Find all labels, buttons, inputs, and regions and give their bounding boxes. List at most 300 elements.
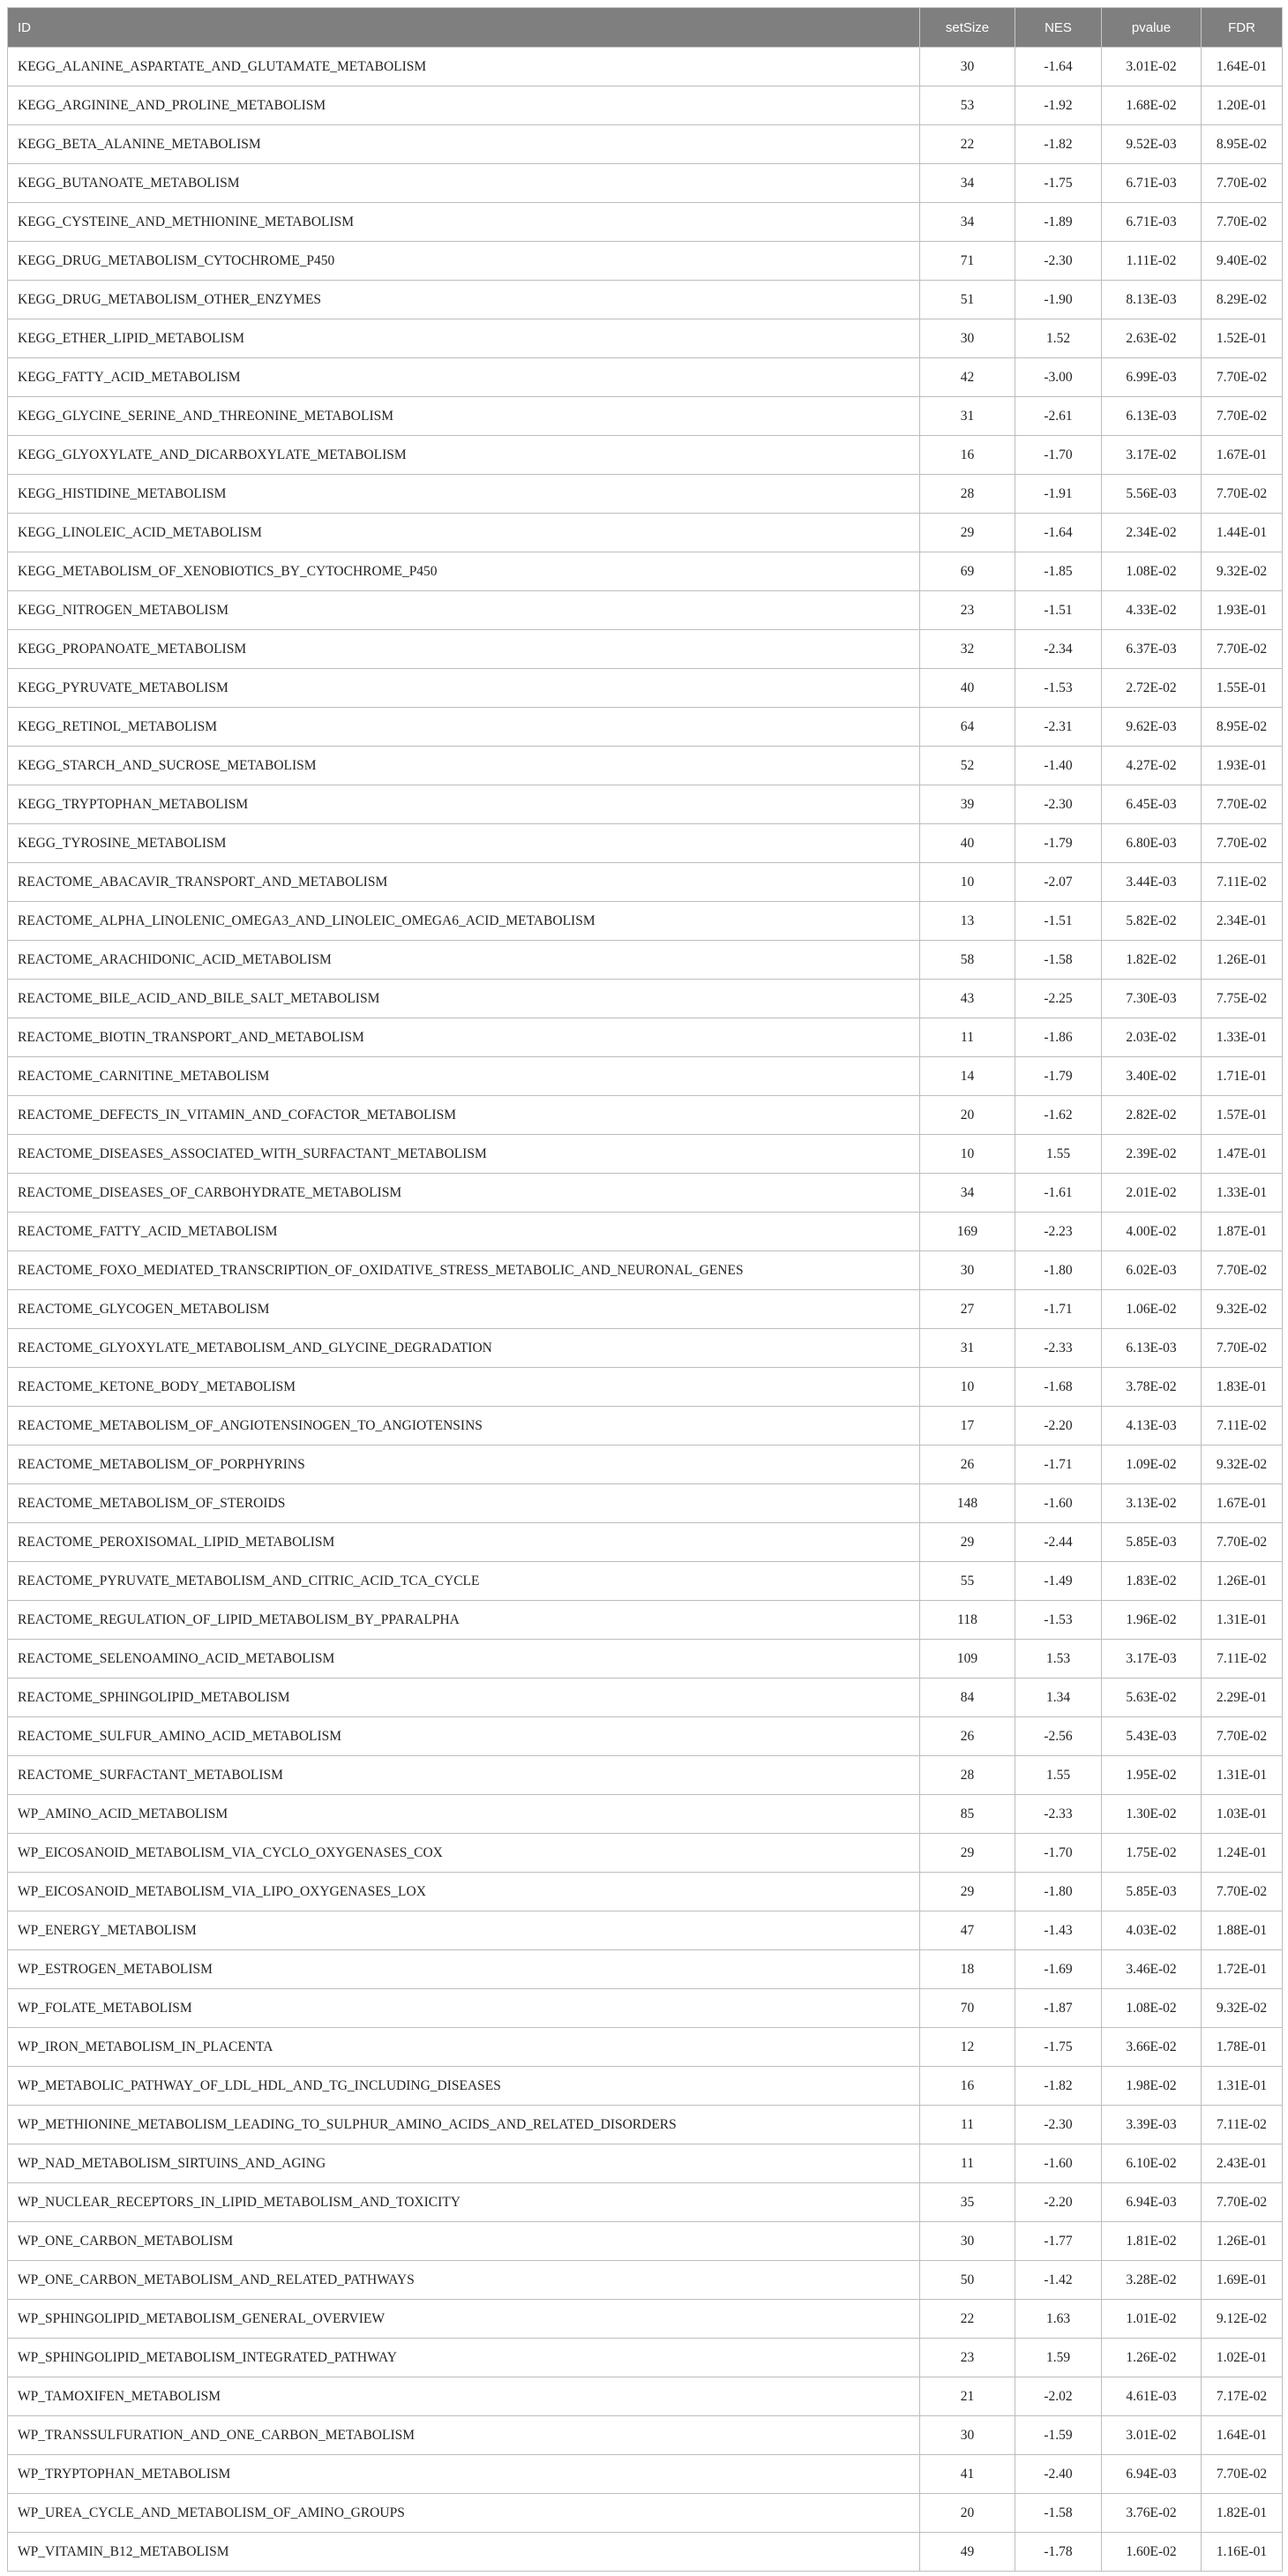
cell-pvalue: 5.56E-03 bbox=[1102, 475, 1202, 514]
table-row bbox=[8, 1873, 1283, 1911]
cell-nes: -2.07 bbox=[1015, 863, 1102, 902]
cell-setsize: 85 bbox=[920, 1795, 1015, 1834]
cell-fdr: 1.64E-01 bbox=[1202, 2416, 1283, 2455]
table-row bbox=[8, 2106, 1283, 2144]
cell-fdr: 1.72E-01 bbox=[1202, 1950, 1283, 1989]
cell-id: REACTOME_METABOLISM_OF_STEROIDS bbox=[8, 1484, 920, 1523]
cell-fdr: 7.70E-02 bbox=[1202, 1873, 1283, 1911]
cell-id: KEGG_TRYPTOPHAN_METABOLISM bbox=[8, 785, 920, 824]
cell-setsize: 169 bbox=[920, 1213, 1015, 1251]
cell-nes: -1.82 bbox=[1015, 125, 1102, 164]
cell-setsize: 41 bbox=[920, 2455, 1015, 2494]
cell-nes: -2.31 bbox=[1015, 708, 1102, 747]
cell-pvalue: 2.34E-02 bbox=[1102, 514, 1202, 552]
table-row bbox=[8, 203, 1283, 242]
cell-setsize: 40 bbox=[920, 824, 1015, 863]
cell-setsize: 11 bbox=[920, 2144, 1015, 2183]
cell-fdr: 1.93E-01 bbox=[1202, 747, 1283, 785]
cell-setsize: 30 bbox=[920, 2222, 1015, 2261]
cell-setsize: 51 bbox=[920, 281, 1015, 319]
cell-nes: 1.63 bbox=[1015, 2300, 1102, 2339]
cell-nes: -1.79 bbox=[1015, 824, 1102, 863]
cell-id: KEGG_CYSTEINE_AND_METHIONINE_METABOLISM bbox=[8, 203, 920, 242]
cell-id: REACTOME_GLYOXYLATE_METABOLISM_AND_GLYCINE_DEGRADATION bbox=[8, 1329, 920, 1368]
cell-pvalue: 6.10E-02 bbox=[1102, 2144, 1202, 2183]
cell-setsize: 29 bbox=[920, 514, 1015, 552]
cell-setsize: 55 bbox=[920, 1562, 1015, 1601]
cell-fdr: 1.33E-01 bbox=[1202, 1018, 1283, 1057]
cell-setsize: 35 bbox=[920, 2183, 1015, 2222]
cell-setsize: 32 bbox=[920, 630, 1015, 669]
cell-setsize: 64 bbox=[920, 708, 1015, 747]
cell-nes: -2.34 bbox=[1015, 630, 1102, 669]
table-row bbox=[8, 1096, 1283, 1135]
cell-pvalue: 4.27E-02 bbox=[1102, 747, 1202, 785]
cell-id: REACTOME_KETONE_BODY_METABOLISM bbox=[8, 1368, 920, 1407]
table-row bbox=[8, 1407, 1283, 1446]
cell-pvalue: 4.00E-02 bbox=[1102, 1213, 1202, 1251]
cell-nes: -1.77 bbox=[1015, 2222, 1102, 2261]
table-row bbox=[8, 2416, 1283, 2455]
cell-id: WP_ENERGY_METABOLISM bbox=[8, 1911, 920, 1950]
cell-setsize: 43 bbox=[920, 980, 1015, 1018]
cell-setsize: 47 bbox=[920, 1911, 1015, 1950]
cell-pvalue: 3.46E-02 bbox=[1102, 1950, 1202, 1989]
cell-id: WP_NAD_METABOLISM_SIRTUINS_AND_AGING bbox=[8, 2144, 920, 2183]
cell-fdr: 7.70E-02 bbox=[1202, 824, 1283, 863]
cell-id: REACTOME_GLYCOGEN_METABOLISM bbox=[8, 1290, 920, 1329]
cell-id: REACTOME_ALPHA_LINOLENIC_OMEGA3_AND_LINOLEIC_OMEGA6_ACID_METABOLISM bbox=[8, 902, 920, 941]
cell-pvalue: 6.45E-03 bbox=[1102, 785, 1202, 824]
cell-id: REACTOME_FATTY_ACID_METABOLISM bbox=[8, 1213, 920, 1251]
table-row bbox=[8, 669, 1283, 708]
cell-fdr: 1.26E-01 bbox=[1202, 941, 1283, 980]
cell-fdr: 1.47E-01 bbox=[1202, 1135, 1283, 1174]
cell-id: WP_SPHINGOLIPID_METABOLISM_INTEGRATED_PATHWAY bbox=[8, 2339, 920, 2377]
cell-nes: -2.61 bbox=[1015, 397, 1102, 436]
cell-id: REACTOME_METABOLISM_OF_ANGIOTENSINOGEN_TO_ANGIOTENSINS bbox=[8, 1407, 920, 1446]
cell-fdr: 2.34E-01 bbox=[1202, 902, 1283, 941]
cell-pvalue: 7.30E-03 bbox=[1102, 980, 1202, 1018]
cell-nes: -2.30 bbox=[1015, 785, 1102, 824]
cell-id: WP_TAMOXIFEN_METABOLISM bbox=[8, 2377, 920, 2416]
cell-fdr: 7.11E-02 bbox=[1202, 863, 1283, 902]
table-row bbox=[8, 2533, 1283, 2572]
cell-pvalue: 4.13E-03 bbox=[1102, 1407, 1202, 1446]
cell-id: KEGG_PYRUVATE_METABOLISM bbox=[8, 669, 920, 708]
cell-nes: -1.90 bbox=[1015, 281, 1102, 319]
cell-setsize: 20 bbox=[920, 2494, 1015, 2533]
cell-nes: -2.33 bbox=[1015, 1795, 1102, 1834]
table-row bbox=[8, 1484, 1283, 1523]
cell-pvalue: 1.82E-02 bbox=[1102, 941, 1202, 980]
cell-fdr: 1.83E-01 bbox=[1202, 1368, 1283, 1407]
cell-fdr: 8.95E-02 bbox=[1202, 125, 1283, 164]
cell-nes: -1.82 bbox=[1015, 2067, 1102, 2106]
cell-nes: -2.30 bbox=[1015, 242, 1102, 281]
cell-id: REACTOME_BIOTIN_TRANSPORT_AND_METABOLISM bbox=[8, 1018, 920, 1057]
cell-fdr: 1.44E-01 bbox=[1202, 514, 1283, 552]
cell-setsize: 29 bbox=[920, 1873, 1015, 1911]
table-row bbox=[8, 1950, 1283, 1989]
cell-pvalue: 2.82E-02 bbox=[1102, 1096, 1202, 1135]
table-row bbox=[8, 824, 1283, 863]
cell-id: REACTOME_PEROXISOMAL_LIPID_METABOLISM bbox=[8, 1523, 920, 1562]
cell-id: REACTOME_BILE_ACID_AND_BILE_SALT_METABOLISM bbox=[8, 980, 920, 1018]
cell-pvalue: 1.06E-02 bbox=[1102, 1290, 1202, 1329]
cell-pvalue: 3.40E-02 bbox=[1102, 1057, 1202, 1096]
cell-setsize: 118 bbox=[920, 1601, 1015, 1640]
cell-id: KEGG_BETA_ALANINE_METABOLISM bbox=[8, 125, 920, 164]
cell-pvalue: 2.72E-02 bbox=[1102, 669, 1202, 708]
cell-pvalue: 1.81E-02 bbox=[1102, 2222, 1202, 2261]
cell-pvalue: 6.71E-03 bbox=[1102, 164, 1202, 203]
cell-pvalue: 1.11E-02 bbox=[1102, 242, 1202, 281]
cell-id: REACTOME_SURFACTANT_METABOLISM bbox=[8, 1756, 920, 1795]
cell-pvalue: 5.43E-03 bbox=[1102, 1717, 1202, 1756]
cell-setsize: 10 bbox=[920, 863, 1015, 902]
cell-id: KEGG_BUTANOATE_METABOLISM bbox=[8, 164, 920, 203]
table-row bbox=[8, 1640, 1283, 1679]
table-header bbox=[8, 8, 1283, 48]
cell-fdr: 7.70E-02 bbox=[1202, 630, 1283, 669]
table-row bbox=[8, 1562, 1283, 1601]
cell-nes: -1.69 bbox=[1015, 1950, 1102, 1989]
cell-nes: 1.55 bbox=[1015, 1756, 1102, 1795]
table-row bbox=[8, 708, 1283, 747]
cell-fdr: 1.87E-01 bbox=[1202, 1213, 1283, 1251]
table-row bbox=[8, 2261, 1283, 2300]
cell-nes: -2.02 bbox=[1015, 2377, 1102, 2416]
cell-pvalue: 1.26E-02 bbox=[1102, 2339, 1202, 2377]
cell-nes: -1.60 bbox=[1015, 1484, 1102, 1523]
cell-pvalue: 5.82E-02 bbox=[1102, 902, 1202, 941]
cell-id: REACTOME_CARNITINE_METABOLISM bbox=[8, 1057, 920, 1096]
cell-nes: -1.49 bbox=[1015, 1562, 1102, 1601]
cell-pvalue: 6.94E-03 bbox=[1102, 2183, 1202, 2222]
cell-id: WP_FOLATE_METABOLISM bbox=[8, 1989, 920, 2028]
cell-pvalue: 9.62E-03 bbox=[1102, 708, 1202, 747]
cell-id: REACTOME_DISEASES_OF_CARBOHYDRATE_METABOLISM bbox=[8, 1174, 920, 1213]
cell-pvalue: 5.63E-02 bbox=[1102, 1679, 1202, 1717]
cell-nes: -2.25 bbox=[1015, 980, 1102, 1018]
table-row bbox=[8, 1290, 1283, 1329]
cell-pvalue: 6.99E-03 bbox=[1102, 358, 1202, 397]
cell-pvalue: 4.03E-02 bbox=[1102, 1911, 1202, 1950]
cell-pvalue: 2.39E-02 bbox=[1102, 1135, 1202, 1174]
cell-pvalue: 2.63E-02 bbox=[1102, 319, 1202, 358]
cell-nes: -2.40 bbox=[1015, 2455, 1102, 2494]
cell-fdr: 7.70E-02 bbox=[1202, 1251, 1283, 1290]
cell-pvalue: 3.17E-03 bbox=[1102, 1640, 1202, 1679]
cell-setsize: 58 bbox=[920, 941, 1015, 980]
cell-nes: -1.60 bbox=[1015, 2144, 1102, 2183]
cell-setsize: 50 bbox=[920, 2261, 1015, 2300]
cell-pvalue: 3.66E-02 bbox=[1102, 2028, 1202, 2067]
header-row bbox=[8, 8, 1283, 48]
cell-nes: 1.59 bbox=[1015, 2339, 1102, 2377]
table-row bbox=[8, 1174, 1283, 1213]
table-row bbox=[8, 125, 1283, 164]
enrichment-table-container bbox=[7, 7, 1282, 2572]
table-row bbox=[8, 552, 1283, 591]
table-row bbox=[8, 1756, 1283, 1795]
cell-fdr: 9.32E-02 bbox=[1202, 1290, 1283, 1329]
cell-setsize: 22 bbox=[920, 2300, 1015, 2339]
cell-fdr: 8.29E-02 bbox=[1202, 281, 1283, 319]
cell-pvalue: 3.44E-03 bbox=[1102, 863, 1202, 902]
table-row bbox=[8, 1795, 1283, 1834]
table-row bbox=[8, 1329, 1283, 1368]
cell-pvalue: 1.95E-02 bbox=[1102, 1756, 1202, 1795]
cell-setsize: 39 bbox=[920, 785, 1015, 824]
cell-nes: -1.64 bbox=[1015, 514, 1102, 552]
table-row bbox=[8, 785, 1283, 824]
cell-setsize: 29 bbox=[920, 1523, 1015, 1562]
table-row bbox=[8, 1018, 1283, 1057]
cell-setsize: 16 bbox=[920, 2067, 1015, 2106]
cell-pvalue: 5.85E-03 bbox=[1102, 1523, 1202, 1562]
cell-nes: 1.53 bbox=[1015, 1640, 1102, 1679]
cell-pvalue: 3.28E-02 bbox=[1102, 2261, 1202, 2300]
table-row bbox=[8, 48, 1283, 86]
column-header-setsize: setSize bbox=[920, 8, 1015, 48]
table-row bbox=[8, 1834, 1283, 1873]
cell-id: KEGG_FATTY_ACID_METABOLISM bbox=[8, 358, 920, 397]
table-row bbox=[8, 2028, 1283, 2067]
cell-setsize: 52 bbox=[920, 747, 1015, 785]
table-body bbox=[8, 48, 1283, 2572]
cell-fdr: 2.29E-01 bbox=[1202, 1679, 1283, 1717]
table-row bbox=[8, 86, 1283, 125]
cell-nes: -1.40 bbox=[1015, 747, 1102, 785]
cell-nes: -1.75 bbox=[1015, 164, 1102, 203]
cell-id: WP_METABOLIC_PATHWAY_OF_LDL_HDL_AND_TG_INCLUDING_DISEASES bbox=[8, 2067, 920, 2106]
table-row bbox=[8, 980, 1283, 1018]
cell-fdr: 1.31E-01 bbox=[1202, 2067, 1283, 2106]
table-row bbox=[8, 2339, 1283, 2377]
table-row bbox=[8, 281, 1283, 319]
cell-nes: -1.51 bbox=[1015, 591, 1102, 630]
cell-pvalue: 3.78E-02 bbox=[1102, 1368, 1202, 1407]
cell-nes: -1.89 bbox=[1015, 203, 1102, 242]
column-header-id: ID bbox=[8, 8, 920, 48]
cell-setsize: 31 bbox=[920, 1329, 1015, 1368]
cell-id: REACTOME_SELENOAMINO_ACID_METABOLISM bbox=[8, 1640, 920, 1679]
cell-nes: -2.30 bbox=[1015, 2106, 1102, 2144]
cell-fdr: 7.11E-02 bbox=[1202, 1407, 1283, 1446]
cell-id: REACTOME_REGULATION_OF_LIPID_METABOLISM_BY_PPARALPHA bbox=[8, 1601, 920, 1640]
cell-fdr: 7.70E-02 bbox=[1202, 1523, 1283, 1562]
cell-nes: -1.70 bbox=[1015, 1834, 1102, 1873]
cell-nes: -2.33 bbox=[1015, 1329, 1102, 1368]
cell-id: WP_EICOSANOID_METABOLISM_VIA_CYCLO_OXYGENASES_COX bbox=[8, 1834, 920, 1873]
table-row bbox=[8, 1057, 1283, 1096]
cell-nes: -1.42 bbox=[1015, 2261, 1102, 2300]
cell-pvalue: 1.83E-02 bbox=[1102, 1562, 1202, 1601]
cell-fdr: 1.26E-01 bbox=[1202, 1562, 1283, 1601]
cell-fdr: 7.70E-02 bbox=[1202, 475, 1283, 514]
cell-nes: -1.53 bbox=[1015, 669, 1102, 708]
cell-nes: -1.87 bbox=[1015, 1989, 1102, 2028]
cell-id: REACTOME_DISEASES_ASSOCIATED_WITH_SURFACTANT_METABOLISM bbox=[8, 1135, 920, 1174]
cell-fdr: 1.93E-01 bbox=[1202, 591, 1283, 630]
cell-setsize: 30 bbox=[920, 48, 1015, 86]
cell-nes: -1.64 bbox=[1015, 48, 1102, 86]
table-row bbox=[8, 1251, 1283, 1290]
cell-setsize: 10 bbox=[920, 1135, 1015, 1174]
cell-id: REACTOME_SULFUR_AMINO_ACID_METABOLISM bbox=[8, 1717, 920, 1756]
cell-id: KEGG_HISTIDINE_METABOLISM bbox=[8, 475, 920, 514]
cell-pvalue: 4.33E-02 bbox=[1102, 591, 1202, 630]
cell-id: KEGG_METABOLISM_OF_XENOBIOTICS_BY_CYTOCHROME_P450 bbox=[8, 552, 920, 591]
cell-fdr: 7.70E-02 bbox=[1202, 785, 1283, 824]
cell-fdr: 7.17E-02 bbox=[1202, 2377, 1283, 2416]
cell-pvalue: 1.01E-02 bbox=[1102, 2300, 1202, 2339]
cell-id: WP_UREA_CYCLE_AND_METABOLISM_OF_AMINO_GROUPS bbox=[8, 2494, 920, 2533]
cell-nes: -1.71 bbox=[1015, 1446, 1102, 1484]
table-row bbox=[8, 436, 1283, 475]
column-header-nes: NES bbox=[1015, 8, 1102, 48]
cell-setsize: 34 bbox=[920, 203, 1015, 242]
cell-id: KEGG_NITROGEN_METABOLISM bbox=[8, 591, 920, 630]
cell-id: KEGG_ALANINE_ASPARTATE_AND_GLUTAMATE_METABOLISM bbox=[8, 48, 920, 86]
table-row bbox=[8, 164, 1283, 203]
table-row bbox=[8, 1135, 1283, 1174]
cell-id: WP_TRANSSULFURATION_AND_ONE_CARBON_METABOLISM bbox=[8, 2416, 920, 2455]
cell-fdr: 1.64E-01 bbox=[1202, 48, 1283, 86]
table-row bbox=[8, 319, 1283, 358]
cell-setsize: 10 bbox=[920, 1368, 1015, 1407]
table-row bbox=[8, 2067, 1283, 2106]
cell-fdr: 9.32E-02 bbox=[1202, 552, 1283, 591]
table-row bbox=[8, 2300, 1283, 2339]
cell-fdr: 1.82E-01 bbox=[1202, 2494, 1283, 2533]
cell-pvalue: 4.61E-03 bbox=[1102, 2377, 1202, 2416]
table-row bbox=[8, 1911, 1283, 1950]
cell-nes: 1.52 bbox=[1015, 319, 1102, 358]
cell-id: REACTOME_METABOLISM_OF_PORPHYRINS bbox=[8, 1446, 920, 1484]
cell-setsize: 53 bbox=[920, 86, 1015, 125]
cell-setsize: 28 bbox=[920, 475, 1015, 514]
cell-fdr: 1.26E-01 bbox=[1202, 2222, 1283, 2261]
cell-pvalue: 1.60E-02 bbox=[1102, 2533, 1202, 2572]
cell-setsize: 40 bbox=[920, 669, 1015, 708]
cell-setsize: 49 bbox=[920, 2533, 1015, 2572]
cell-setsize: 23 bbox=[920, 2339, 1015, 2377]
cell-nes: -1.79 bbox=[1015, 1057, 1102, 1096]
cell-id: KEGG_STARCH_AND_SUCROSE_METABOLISM bbox=[8, 747, 920, 785]
cell-nes: -2.20 bbox=[1015, 2183, 1102, 2222]
cell-fdr: 7.70E-02 bbox=[1202, 1329, 1283, 1368]
table-row bbox=[8, 1989, 1283, 2028]
cell-pvalue: 6.37E-03 bbox=[1102, 630, 1202, 669]
cell-fdr: 7.70E-02 bbox=[1202, 358, 1283, 397]
cell-setsize: 71 bbox=[920, 242, 1015, 281]
cell-fdr: 1.16E-01 bbox=[1202, 2533, 1283, 2572]
cell-setsize: 22 bbox=[920, 125, 1015, 164]
table-row bbox=[8, 1523, 1283, 1562]
cell-nes: -1.92 bbox=[1015, 86, 1102, 125]
cell-setsize: 148 bbox=[920, 1484, 1015, 1523]
cell-setsize: 42 bbox=[920, 358, 1015, 397]
cell-pvalue: 3.01E-02 bbox=[1102, 2416, 1202, 2455]
cell-nes: -2.23 bbox=[1015, 1213, 1102, 1251]
cell-pvalue: 1.98E-02 bbox=[1102, 2067, 1202, 2106]
table-row bbox=[8, 2455, 1283, 2494]
table-row bbox=[8, 242, 1283, 281]
cell-id: REACTOME_SPHINGOLIPID_METABOLISM bbox=[8, 1679, 920, 1717]
cell-pvalue: 1.08E-02 bbox=[1102, 1989, 1202, 2028]
cell-nes: -1.86 bbox=[1015, 1018, 1102, 1057]
cell-setsize: 30 bbox=[920, 2416, 1015, 2455]
cell-fdr: 1.31E-01 bbox=[1202, 1601, 1283, 1640]
cell-fdr: 1.67E-01 bbox=[1202, 1484, 1283, 1523]
cell-fdr: 9.32E-02 bbox=[1202, 1446, 1283, 1484]
cell-fdr: 7.11E-02 bbox=[1202, 1640, 1283, 1679]
cell-id: WP_IRON_METABOLISM_IN_PLACENTA bbox=[8, 2028, 920, 2067]
cell-setsize: 30 bbox=[920, 1251, 1015, 1290]
cell-id: KEGG_GLYCINE_SERINE_AND_THREONINE_METABOLISM bbox=[8, 397, 920, 436]
cell-fdr: 1.78E-01 bbox=[1202, 2028, 1283, 2067]
cell-nes: -1.53 bbox=[1015, 1601, 1102, 1640]
cell-nes: -1.62 bbox=[1015, 1096, 1102, 1135]
cell-fdr: 2.43E-01 bbox=[1202, 2144, 1283, 2183]
cell-setsize: 30 bbox=[920, 319, 1015, 358]
cell-nes: -1.78 bbox=[1015, 2533, 1102, 2572]
cell-fdr: 7.70E-02 bbox=[1202, 164, 1283, 203]
cell-id: WP_SPHINGOLIPID_METABOLISM_GENERAL_OVERVIEW bbox=[8, 2300, 920, 2339]
cell-fdr: 1.02E-01 bbox=[1202, 2339, 1283, 2377]
cell-setsize: 17 bbox=[920, 1407, 1015, 1446]
cell-fdr: 1.67E-01 bbox=[1202, 436, 1283, 475]
table-row bbox=[8, 1446, 1283, 1484]
cell-nes: -1.61 bbox=[1015, 1174, 1102, 1213]
cell-setsize: 70 bbox=[920, 1989, 1015, 2028]
table-row bbox=[8, 2144, 1283, 2183]
cell-fdr: 9.40E-02 bbox=[1202, 242, 1283, 281]
cell-setsize: 69 bbox=[920, 552, 1015, 591]
cell-setsize: 34 bbox=[920, 164, 1015, 203]
cell-nes: -2.56 bbox=[1015, 1717, 1102, 1756]
cell-id: KEGG_RETINOL_METABOLISM bbox=[8, 708, 920, 747]
cell-id: WP_VITAMIN_B12_METABOLISM bbox=[8, 2533, 920, 2572]
cell-pvalue: 1.09E-02 bbox=[1102, 1446, 1202, 1484]
cell-id: KEGG_ETHER_LIPID_METABOLISM bbox=[8, 319, 920, 358]
cell-setsize: 23 bbox=[920, 591, 1015, 630]
cell-setsize: 18 bbox=[920, 1950, 1015, 1989]
cell-pvalue: 3.01E-02 bbox=[1102, 48, 1202, 86]
cell-id: REACTOME_ABACAVIR_TRANSPORT_AND_METABOLISM bbox=[8, 863, 920, 902]
cell-nes: -1.80 bbox=[1015, 1251, 1102, 1290]
cell-fdr: 7.70E-02 bbox=[1202, 2183, 1283, 2222]
table-row bbox=[8, 358, 1283, 397]
cell-setsize: 84 bbox=[920, 1679, 1015, 1717]
table-row bbox=[8, 397, 1283, 436]
cell-fdr: 1.31E-01 bbox=[1202, 1756, 1283, 1795]
cell-pvalue: 1.68E-02 bbox=[1102, 86, 1202, 125]
cell-pvalue: 9.52E-03 bbox=[1102, 125, 1202, 164]
cell-setsize: 16 bbox=[920, 436, 1015, 475]
table-row bbox=[8, 2494, 1283, 2533]
cell-id: WP_AMINO_ACID_METABOLISM bbox=[8, 1795, 920, 1834]
table-row bbox=[8, 630, 1283, 669]
cell-pvalue: 3.76E-02 bbox=[1102, 2494, 1202, 2533]
cell-id: WP_ESTROGEN_METABOLISM bbox=[8, 1950, 920, 1989]
cell-id: KEGG_LINOLEIC_ACID_METABOLISM bbox=[8, 514, 920, 552]
cell-setsize: 26 bbox=[920, 1717, 1015, 1756]
cell-fdr: 1.24E-01 bbox=[1202, 1834, 1283, 1873]
